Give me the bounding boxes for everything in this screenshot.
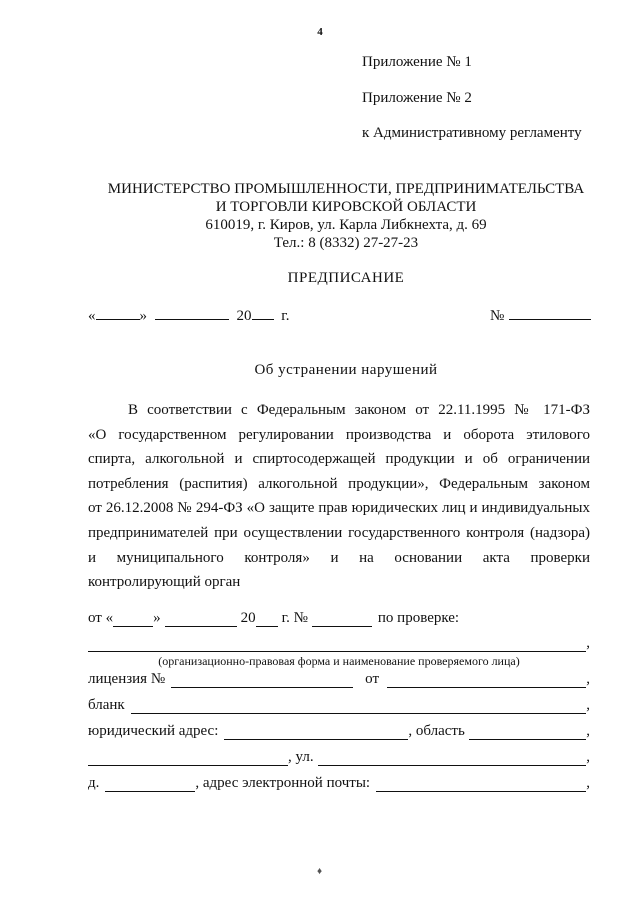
city-field[interactable] [88,751,288,766]
ministry-address: 610019, г. Киров, ул. Карла Либкнехта, д. 69 [205,217,487,233]
license-row: лицензия № от , [88,671,590,687]
document-date: « » 20 г. [88,305,289,325]
license-date-field[interactable] [387,673,586,688]
body-line: «О государственном регулировании производства и оборота этилового [88,426,590,443]
body-line: В соответствии с Федеральным законом от 22.11.1995 № 171-ФЗ [128,402,590,418]
inspection-date-row: от « » 20 г. № по проверке: [88,610,460,626]
blank-row: бланк , [88,697,590,713]
document-title: ПРЕДПИСАНИЕ [287,270,405,286]
region-field[interactable] [469,725,586,740]
body-line: спирта, алкогольной и спиртосодержащей продукции и об ограничении [88,451,590,468]
body-line: и муниципального контроля» и на основании акта проверки [88,549,590,566]
document-subject: Об устранении нарушений [254,362,438,378]
ministry-name-line-1: МИНИСТЕРСТВО ПРОМЫШЛЕННОСТИ, ПРЕДПРИНИМАТЕЛЬСТВА [107,181,585,197]
appendix-line-1: Приложение № 1 [362,54,472,70]
street-row: , ул. , [88,748,590,766]
page-number: 4 [317,26,323,38]
body-line: от 26.12.2008 № 294-ФЗ «О защите прав юридических лиц и индивидуальных [88,500,590,517]
legal-address-field[interactable] [224,725,408,740]
blank-field[interactable] [131,699,587,714]
ministry-phone: Тел.: 8 (8332) 27-27-23 [273,235,419,251]
legal-address-row: юридический адрес: , область , [88,723,590,739]
appendix-line-3: к Административному регламенту [362,125,582,141]
street-field[interactable] [318,751,587,766]
body-line: предпринимателей при осуществлении государственного контроля (надзора) [88,524,590,541]
email-field[interactable] [376,777,586,792]
inspected-entity-field[interactable] [88,637,586,652]
house-email-row: д. , адрес электронной почты: , [88,775,590,791]
appendix-line-2: Приложение № 2 [362,90,472,106]
ministry-name-line-2: И ТОРГОВЛИ КИРОВСКОЙ ОБЛАСТИ [215,199,477,215]
house-field[interactable] [105,777,195,792]
inspected-entity-note: (организационно-правовая форма и наименование проверяемого лица) [158,654,520,668]
license-number-field[interactable] [171,673,353,688]
body-paragraph [88,398,590,595]
inspected-entity-row: , [88,634,590,652]
document-number: № [490,305,591,325]
body-line: потребления (распития) алкогольной продукции», Федеральным законом [88,475,590,492]
footer-mark: ♦ [317,866,323,877]
body-line: контролирующий орган [88,574,241,591]
